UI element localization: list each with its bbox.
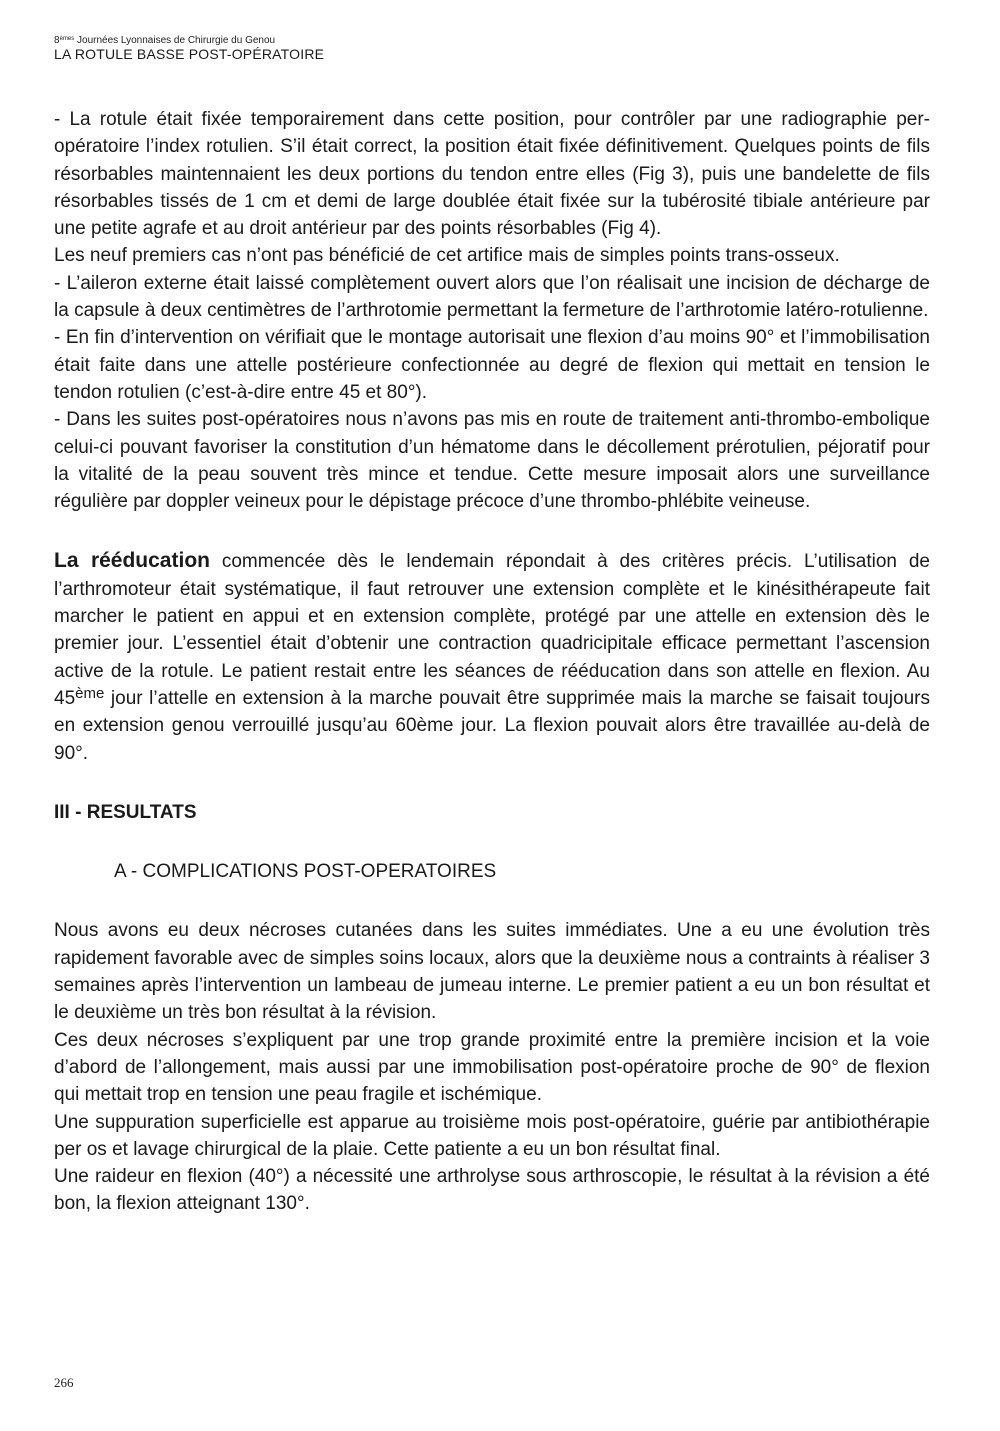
spacer (54, 826, 930, 858)
paragraph-necroses-explanation: Ces deux nécroses s’expliquent par une trop grande proximité entre la première incision et la voie d’abord de l’allongement, mais aussi par une immobilisation post-opératoire proche de 90° de flexion qui mettait trop en tension une peau fragile et ischémique. (54, 1029, 930, 1106)
sub-heading-complications: A - COMPLICATIONS POST-OPERATOIRES (114, 861, 497, 883)
paragraph-first-cases: Les neuf premiers cas n’ont pas bénéficié de cet artifice mais de simples points trans-osseux. (54, 245, 840, 267)
paragraph-aileron: - L’aileron externe était laissé complètement ouvert alors que l’on réalisait une incision de décharge de la capsule à deux centimètres de l’arthrotomie permettant la fermeture de l’arthrotomie latéro-rotulienne. (54, 272, 930, 322)
paragraph-necroses: Nous avons eu deux nécroses cutanées dans les suites immédiates. Une a eu une évolution très rapidement favorable avec de simples soins locaux, alors que la deuxième nous a contraints à réaliser 3 semaines après l’intervention un lambeau de jumeau interne. Le premier patient a eu un bon résultat et le deuxième un très bon résultat à la révision. (54, 920, 930, 1024)
paragraph-suppuration: Une suppuration superficielle est apparue au troisième mois post-opératoire, guérie par antibiothérapie per os et lavage chirurgical de la plaie. Cette patiente a eu un bon résultat final. (54, 1111, 930, 1160)
running-header (54, 36, 324, 61)
spacer (54, 767, 930, 799)
section-heading-resultats: III - RESULTATS (54, 801, 197, 823)
spacer (54, 515, 930, 547)
paragraph-end-of-surgery: - En fin d’intervention on vérifiait que le montage autorisait une flexion d’au moins 90° et l’immobilisation était faite dans une attelle postérieure confectionnée au degré de flexion qui mettait en tension le tendon rotulien (c’est-à-dire entre 45 et 80°). (54, 327, 930, 403)
reeducation-text-b: jour l’attelle en extension à la marche pouvait être supprimée mais la marche se faisait toujours en extension genou verrouillé jusqu’au 60ème jour. La flexion pouvait alors être travaillée au-delà de 90°. (54, 687, 930, 764)
reeducation-superscript: ème (75, 684, 105, 702)
spacer (54, 885, 930, 917)
chapter-title: LA ROTULE BASSE POST-OPÉRATOIRE (54, 45, 325, 62)
reeducation-lead: La rééducation (54, 549, 210, 573)
page-number: 266 (54, 1375, 74, 1390)
paragraph-post-op: - Dans les suites post-opératoires nous n’avons pas mis en route de traitement anti-thrombo-embolique celui-ci pouvant favoriser la constitution d’un hématome dans le décollement prérotulien, péjoratif pour la vitalité de la peau souvent très mince et tendue. Cette mesure imposait alors une surveillance régulière par doppler veineux pour le dépistage précoce d’une thrombo-phlébite veineuse. (54, 409, 930, 513)
conference-number-suffix: èmes (59, 36, 75, 42)
reeducation-text-a: commencée dès le lendemain répondait à des critères précis. L’utilisation de l’arthromoteur était systématique, il faut retrouver une extension complète et le kinésithérapeute fait marcher le patient en appui et en extension complète, protégé par une attelle en extension dès le premier jour. L’essentiel était d’obtenir une contraction quadricipitale efficace permettant l’ascension active de la rotule. Le patient restait entre les séances de rééducation dans son attelle en flexion. Au 45 (54, 551, 930, 709)
conference-number: 8 (54, 35, 60, 46)
paragraph-raideur: Une raideur en flexion (40°) a nécessité une arthrolyse sous arthroscopie, le résultat à la révision a été bon, la flexion atteignant 130°. (54, 1166, 930, 1215)
paragraph-fixation: - La rotule était fixée temporairement dans cette position, pour contrôler par une radiographie per-opératoire l’index rotulien. S’il était correct, la position était fixée définitivement. Quelques points de fils résorbables maintennaient les deux portions du tendon entre elles (Fig 3), puis une bandelette de fils résorbables tissés de 1 cm et demi de large doublée était fixée sur la tubérosité tibiale antérieure par une petite agrafe et au droit antérieur par des points résorbables (Fig 4). (54, 109, 930, 240)
conference-name: Journées Lyonnaises de Chirurgie du Genou (77, 35, 276, 46)
page-body (54, 106, 930, 1218)
conference-line (54, 36, 324, 47)
paragraph-reeducation (54, 547, 930, 766)
